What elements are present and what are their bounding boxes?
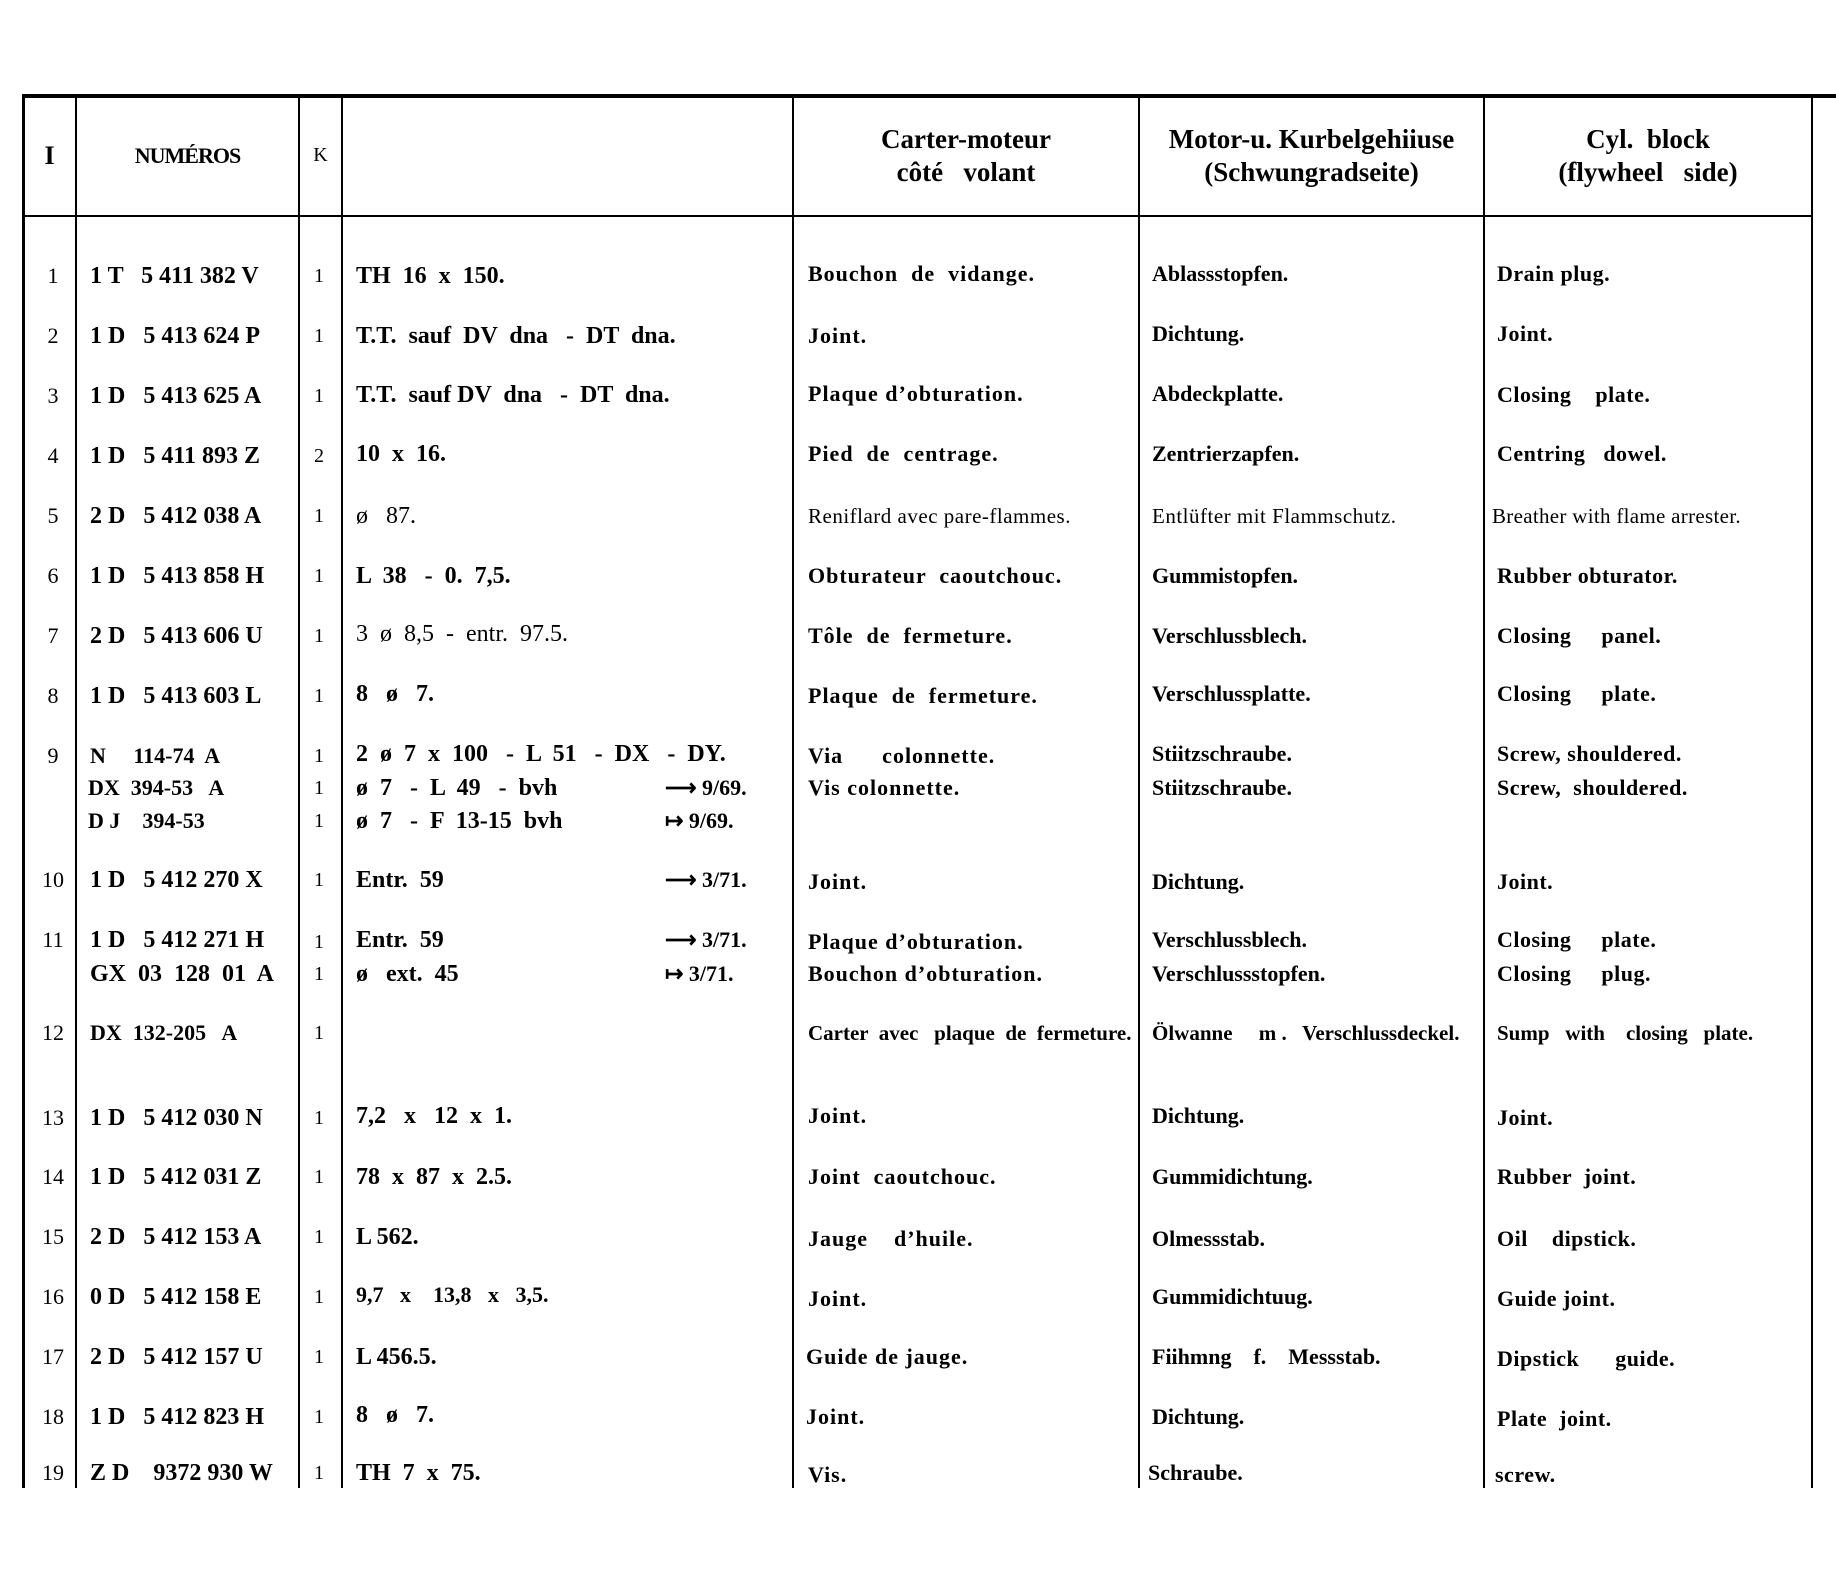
row-index: 10 [42,867,64,892]
quantity: 1 [314,869,324,891]
description-french: Reniflard avec pare-flammes. [808,504,1071,528]
quantity: 1 [314,931,324,953]
description-german: Dichtung. [1152,1103,1245,1128]
description-english: Breather with flame arrester. [1492,504,1741,528]
part-number: 0 D 5 412 158 E [90,1284,262,1310]
description-english: Screw, shouldered. [1497,775,1688,800]
quantity: 1 [314,1226,324,1248]
part-number: Z D 9372 930 W [90,1460,273,1486]
specification: T.T. sauf DV dna - DT dna. [356,323,676,349]
quantity: 1 [314,325,324,347]
description-english: Screw, shouldered. [1497,741,1682,766]
part-number: 1 D 5 412 823 H [90,1404,264,1430]
specification: Entr. 59 [356,927,444,953]
description-french: Jauge d’huile. [808,1226,974,1251]
specification: ø 7 - F 13-15 bvh [356,808,563,834]
description-english: screw. [1495,1462,1556,1487]
description-english: Dipstick guide. [1497,1346,1676,1371]
description-english: Guide joint. [1497,1286,1616,1311]
part-number: 1 D 5 412 031 Z [90,1164,262,1190]
part-number: 2 D 5 413 606 U [90,623,263,649]
description-german: Gummidichtung. [1152,1164,1313,1189]
description-german: Schraube. [1148,1460,1243,1485]
description-german: Verschlussplatte. [1152,681,1311,706]
part-number: 2 D 5 412 153 A [90,1224,262,1250]
specification: ø 7 - L 49 - bvh [356,775,558,801]
description-french: Via colonnette. [808,743,996,768]
header-english-line1: Cyl. block [1586,123,1710,154]
arrow-date-note: ⟶ 9/69. [665,775,747,800]
description-french: Bouchon de vidange. [808,261,1035,286]
specification: ø 87. [356,503,416,529]
part-number: 1 D 5 413 624 P [90,323,260,349]
part-number: 2 D 5 412 038 A [90,503,262,529]
header-english [1485,96,1811,215]
column-divider [22,96,25,1488]
quantity: 2 [314,445,324,467]
quantity: 1 [314,625,324,647]
row-index: 15 [42,1224,64,1249]
arrow-date-note: ⟶ 3/71. [665,927,747,952]
header-french-line1: Carter-moteur [881,123,1051,154]
part-number: 1 T 5 411 382 V [90,263,259,289]
description-french: Joint caoutchouc. [808,1164,997,1189]
description-french: Plaque d’obturation. [808,929,1024,954]
quantity: 1 [314,1166,324,1188]
row-index: 14 [42,1164,64,1189]
arrow-date-note: ↦ 9/69. [665,808,734,833]
part-number: 1 D 5 413 625 A [90,383,262,409]
row-index: 16 [42,1284,64,1309]
description-german: Dichtung. [1152,869,1245,894]
header-english-line2: (flywheel side) [1558,156,1738,187]
column-divider [1483,96,1485,1488]
part-number: N 114-74 A [90,743,221,768]
column-divider [792,96,794,1488]
row-index: 19 [42,1460,64,1485]
specification: Entr. 59 [356,867,444,893]
row-index: 5 [47,503,59,528]
column-divider [1138,96,1140,1488]
description-english: Joint. [1497,321,1554,346]
arrow-date-note: ⟶ 3/71. [665,867,747,892]
header-rule [24,215,1812,217]
quantity: 1 [314,1346,324,1368]
row-index: 12 [42,1020,64,1045]
header-french [794,96,1138,215]
specification: 2 ø 7 x 100 - L 51 - DX - DY. [356,741,726,767]
specification: 8 ø 7. [356,681,434,707]
quantity: 1 [314,1286,324,1308]
description-french: Joint. [806,1404,866,1429]
part-number: D J 394-53 [88,808,205,833]
description-english: Joint. [1497,1105,1554,1130]
quantity: 1 [314,810,324,832]
row-index: 9 [47,743,59,768]
row-index: 18 [42,1404,64,1429]
quantity: 1 [314,963,324,985]
part-number: 1 D 5 412 271 H [90,927,264,953]
specification: TH 7 x 75. [356,1460,481,1486]
part-number: 1 D 5 412 030 N [90,1105,263,1131]
description-french: Vis colonnette. [808,775,961,800]
quantity: 1 [314,1462,324,1484]
column-divider [1811,96,1813,1488]
header-numbers: NUMÉROS [134,142,241,168]
description-english: Closing plate. [1497,681,1657,706]
description-french: Plaque d’obturation. [808,381,1024,406]
quantity: 1 [314,265,324,287]
description-german: Ölwanne m . Verschlussdeckel. [1152,1021,1460,1045]
description-english: Closing plug. [1497,961,1651,986]
description-german: Ablassstopfen. [1152,261,1289,286]
description-german: Verschlussstopfen. [1152,961,1326,986]
description-french: Carter avec plaque de fermeture. [808,1021,1132,1045]
column-divider [298,96,300,1488]
row-index: 17 [42,1344,64,1369]
description-english: Oil dipstick. [1497,1226,1637,1251]
part-number: 1 D 5 413 603 L [90,683,262,709]
description-french: Joint. [808,323,868,348]
row-index: 11 [42,927,64,952]
specification: L 456.5. [356,1344,437,1370]
row-index: 1 [47,263,59,288]
description-german: Zentrierzapfen. [1152,441,1300,466]
quantity: 1 [314,565,324,587]
description-german: Gummistopfen. [1152,563,1299,588]
part-number: 2 D 5 412 157 U [90,1344,263,1370]
specification: 7,2 x 12 x 1. [356,1103,512,1129]
description-english: Drain plug. [1497,261,1611,286]
header-german-line2: (Schwungradseite) [1204,156,1419,187]
quantity: 1 [314,1022,324,1044]
description-english: Closing plate. [1497,382,1651,407]
row-index: 4 [47,443,59,468]
header-index: I [44,140,55,170]
quantity: 1 [314,777,324,799]
description-french: Tôle de fermeture. [808,623,1013,648]
quantity: 1 [314,1107,324,1129]
header-spec [343,96,792,215]
description-french: Vis. [808,1462,848,1487]
quantity: 1 [314,1406,324,1428]
description-german: Gummidichtuug. [1152,1284,1313,1309]
description-french: Joint. [808,1103,868,1128]
description-french: Guide de jauge. [806,1344,969,1369]
description-french: Bouchon d’obturation. [808,961,1043,986]
description-english: Closing panel. [1497,623,1662,648]
part-number: DX 394-53 A [88,775,225,800]
specification: 8 ø 7. [356,1402,434,1428]
column-divider [341,96,343,1488]
quantity: 1 [314,505,324,527]
description-german: Entlüfter mit Flammschutz. [1152,504,1397,528]
description-english: Plate joint. [1497,1406,1612,1431]
header-qty: K [313,144,328,166]
row-index: 3 [47,383,59,408]
description-english: Sump with closing plate. [1497,1021,1754,1045]
row-index: 7 [47,623,59,648]
description-french: Plaque de fermeture. [808,683,1038,708]
specification: 3 ø 8,5 - entr. 97.5. [356,621,568,647]
specification: L 38 - 0. 7,5. [356,563,511,589]
description-french: Pied de centrage. [808,441,999,466]
description-german: Dichtung. [1152,321,1245,346]
row-index: 13 [42,1105,64,1130]
description-english: Centring dowel. [1497,441,1667,466]
description-english: Rubber obturator. [1497,563,1678,588]
quantity: 1 [314,685,324,707]
description-french: Obturateur caoutchouc. [808,563,1063,588]
header-french-line2: côté volant [896,156,1036,187]
part-number: 1 D 5 411 893 Z [90,443,261,469]
specification: ø ext. 45 [356,961,459,987]
part-number: GX 03 128 01 A [90,961,275,987]
description-english: Rubber joint. [1497,1164,1637,1189]
specification: T.T. sauf DV dna - DT dna. [356,382,670,408]
arrow-date-note: ↦ 3/71. [665,961,734,986]
description-english: Closing plate. [1497,927,1657,952]
description-french: Joint. [808,869,868,894]
quantity: 1 [314,385,324,407]
description-german: Olmessstab. [1152,1226,1266,1251]
row-index: 6 [47,563,59,588]
specification: L 562. [356,1224,419,1250]
header-german [1140,96,1483,215]
specification: 10 x 16. [356,441,446,467]
quantity: 1 [314,745,324,767]
header-german-line1: Motor-u. Kurbelgehiiuse [1168,123,1455,154]
description-german: Abdeckplatte. [1152,381,1284,406]
description-german: Stiitzschraube. [1152,775,1292,800]
part-number: 1 D 5 412 270 X [90,867,263,893]
description-german: Dichtung. [1152,1404,1245,1429]
description-german: Fiihmng f. Messstab. [1152,1344,1381,1369]
part-number: 1 D 5 413 858 H [90,563,264,589]
specification: 9,7 x 13,8 x 3,5. [356,1282,549,1307]
description-german: Stiitzschraube. [1152,741,1292,766]
description-german: Verschlussblech. [1152,623,1308,648]
description-french: Joint. [808,1286,868,1311]
description-english: Joint. [1497,869,1554,894]
row-index: 2 [47,323,59,348]
row-index: 8 [47,683,59,708]
part-number: DX 132-205 A [90,1020,238,1045]
specification: TH 16 x 150. [356,263,505,289]
description-german: Verschlussblech. [1152,927,1308,952]
specification: 78 x 87 x 2.5. [356,1164,512,1190]
